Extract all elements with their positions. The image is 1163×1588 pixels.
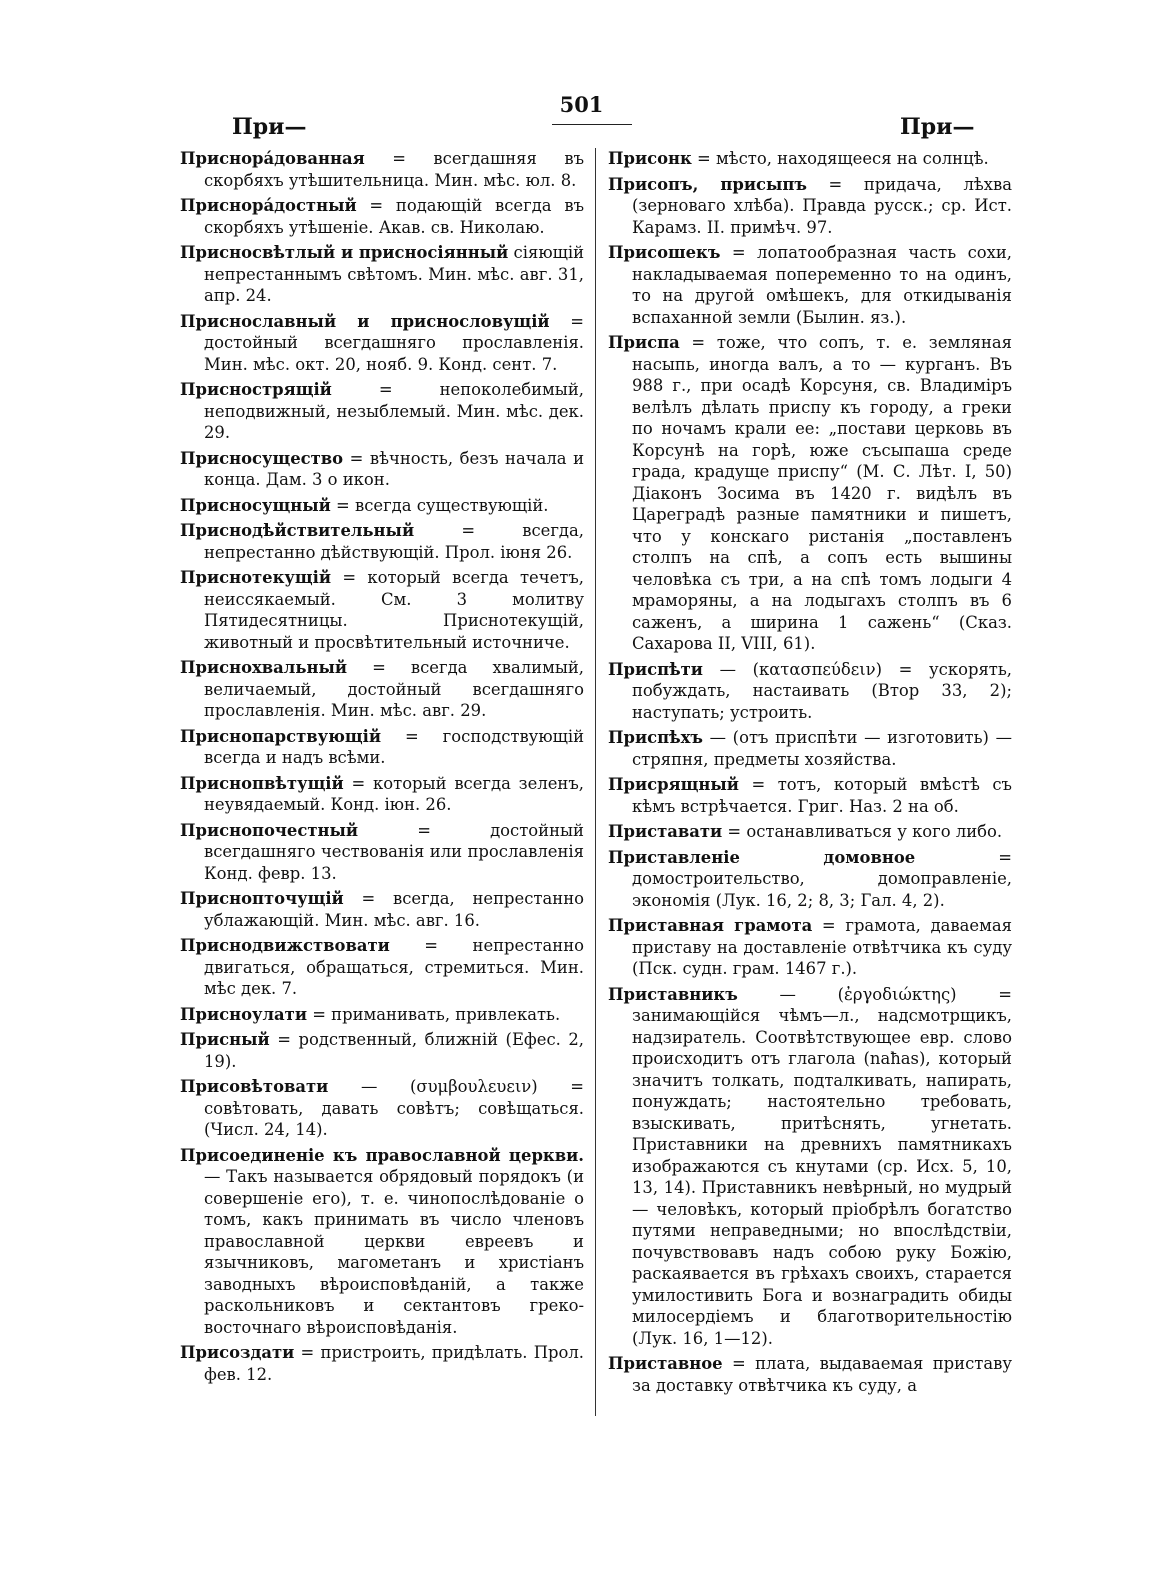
entry-definition: = вѣчность, безъ начала и конца. Дам. 3 о икон. [204, 448, 584, 489]
running-head-left: При— [232, 114, 307, 140]
header-rule [552, 124, 632, 125]
entry-headword: Присно​улати [180, 1004, 307, 1024]
dictionary-entry [180, 1029, 584, 1072]
dictionary-entry [608, 915, 1012, 980]
entry-headword: Присовѣтовати [180, 1077, 329, 1096]
entry-definition: = непоколебимый, неподвижный, незыблемый. Мин. мѣс. дек. 29. [204, 380, 584, 442]
dictionary-entry [180, 1004, 584, 1026]
entry-headword: Приснопочестный [180, 820, 359, 840]
entry-headword: Приставная грамота [608, 916, 813, 935]
dictionary-entry [180, 379, 584, 444]
dictionary-entry [180, 1145, 584, 1339]
entry-definition: = который всегда течетъ, неиссякаемый. См. 3 молитву Пятидесятницы. Приснотекущій, животный и просвѣтительный источниче. [204, 568, 584, 652]
entry-headword: Приснострящій [180, 380, 332, 399]
dictionary-entry [608, 148, 1012, 170]
dictionary-entry [608, 174, 1012, 239]
dictionary-entry [608, 332, 1012, 655]
entry-definition: = господствующій всегда и надъ всѣми. [204, 726, 584, 767]
running-head-right: При— [900, 114, 975, 140]
entry-definition: = всегда хвалимый, величаемый, достойный всегдашняго прославленія. Мин. мѣс. авг. 29. [204, 658, 584, 720]
entry-definition: = достойный всегдашняго прославленія. Мин. мѣс. окт. 20, нояб. 9. Конд. сент. 7. [204, 311, 584, 374]
entry-headword: Присопъ, присыпъ [608, 174, 807, 194]
entry-definition: — Такъ называется обрядовый порядокъ (и совершеніе его), т. е. чинопослѣдованіе о томъ, какъ принимать въ число членовъ православной церкви евреевъ и язычниковъ, магометанъ и христіанъ заводныхъ вѣроисповѣданій, а также раскольниковъ и сектантовъ греко-восточнаго вѣроисповѣданія. [204, 1167, 584, 1337]
entry-definition: = всегда, непрестанно ублажающій. Мин. мѣс. авг. 16. [204, 889, 584, 930]
dictionary-entry [180, 726, 584, 769]
dictionary-entry [608, 242, 1012, 328]
entry-headword: Приснославный и приснословущій [180, 311, 550, 331]
entry-definition: = лопатообразная часть сохи, накладываемая попеременно то на одинъ, то на другой омѣшекъ, для откидыванія вспаханной земли (Былин. яз.). [632, 243, 1012, 327]
dictionary-entry [608, 727, 1012, 770]
right-column [608, 148, 1012, 1400]
entry-headword: Приспѣти [608, 659, 703, 679]
dictionary-entry [180, 311, 584, 376]
entry-definition: = тоже, что сопъ, т. е. земляная насыпь, иногда валъ, а то — курганъ. Въ 988 г., при осадѣ Корсуня, св. Владиміръ велѣлъ дѣлать приспу къ городу, а греки по ночамъ крали ее: „постави церковь въ Корсунѣ на горѣ, юже съсыпаша среде града, крадуще приспу“ (М. С. Лѣт. I, 50) Діаконъ Зосима въ 1420 г. видѣлъ въ Цареградѣ разные памятники и пишетъ, что у конскаго ристанія „поставленъ столпъ на спѣ, а сопъ есть вышины человѣка съ три, а на спѣ томъ лодыги 4 мраморяны, а на лодыгахъ столпъ въ 6 саженъ, а ширина 1 сажень“ (Сказ. Сахарова II, VIII, 61). [632, 333, 1012, 653]
dictionary-entry [608, 1353, 1012, 1396]
dictionary-entry [180, 1076, 584, 1141]
dictionary-entry [180, 888, 584, 931]
entry-definition: = плата, выдаваемая приставу за доставку отвѣтчика къ суду, а [632, 1354, 1012, 1395]
dictionary-entry [180, 495, 584, 517]
dictionary-entry [608, 774, 1012, 817]
entry-definition: = непрестанно двигаться, обращаться, стремиться. Мин. мѣс дек. 7. [204, 936, 584, 998]
dictionary-entry [180, 567, 584, 653]
entry-definition: = мѣсто, находящееся на солнцѣ. [691, 149, 989, 168]
dictionary-entry [180, 195, 584, 238]
entry-headword: Приснопточущій [180, 889, 344, 908]
entry-headword: Присонк [608, 149, 692, 168]
dictionary-entry [180, 773, 584, 816]
dictionary-entry [180, 520, 584, 563]
entry-definition: — (отъ приспѣти — изготовить) — стряпня, предметы хозяйства. [632, 728, 1012, 769]
entry-definition: — (συμβουλευειν) = совѣтовать, давать совѣтъ; совѣщаться. (Числ. 24, 14). [204, 1077, 584, 1139]
dictionary-entry [608, 821, 1012, 843]
entry-definition: = достойный всегдашняго чествованія или прославленія Конд. февр. 13. [204, 820, 584, 883]
entry-headword: Присоединеніе къ православной церкви. [180, 1145, 584, 1165]
entry-definition: = всегда, непрестанно дѣйствующій. Прол. іюня 26. [204, 521, 584, 562]
column-divider [595, 148, 596, 1416]
entry-headword: Приснора́дованная [180, 149, 365, 168]
entry-headword: Приснодѣйствительный [180, 521, 415, 540]
entry-definition: = тотъ, который вмѣстѣ съ кѣмъ встрѣчается. Григ. Наз. 2 на об. [632, 775, 1012, 816]
entry-headword: Приспѣхъ [608, 728, 703, 747]
entry-headword: Приснохвальный [180, 658, 348, 677]
entry-headword: Приснотекущій [180, 568, 332, 587]
entry-headword: Приснопарствующій [180, 726, 382, 746]
entry-definition: = придача, лѣхва (зерноваго хлѣба). Правда русск.; ср. Ист. Карамз. II. примѣч. 97. [632, 174, 1012, 237]
dictionary-entry [608, 984, 1012, 1350]
entry-headword: Приснопвѣтущій [180, 773, 344, 793]
entry-definition: — (κατασπεύδειν) = ускорять, побуждать, настаивать (Втор 33, 2); наступать; устроить. [632, 659, 1012, 722]
entry-definition: сіяющій непрестаннымъ свѣтомъ. Мин. мѣс. авг. 31, апр. 24. [204, 243, 584, 305]
dictionary-entry [180, 820, 584, 885]
dictionary-entry [608, 659, 1012, 724]
entry-headword: Приспа [608, 333, 680, 352]
dictionary-entry [180, 242, 584, 307]
entry-headword: Приснос​ущный [180, 495, 331, 515]
entry-headword: Присошекъ [608, 243, 721, 262]
entry-headword: Приснос​ущество [180, 448, 344, 468]
entry-definition: = грамота, даваемая приставу на доставленіе отвѣтчика къ суду (Пск. судн. грам. 1467 г.). [632, 916, 1012, 978]
entry-definition: = который всегда зеленъ, неувядаемый. Конд. іюн. 26. [204, 773, 584, 814]
entry-headword: Приснодвижствовати [180, 936, 390, 955]
dictionary-entry [180, 935, 584, 1000]
entry-definition: = подающій всегда въ скорбяхъ утѣшеніе. Акав. св. Николаю. [204, 196, 584, 237]
entry-headword: Приснора́достный [180, 196, 357, 215]
dictionary-entry [608, 847, 1012, 912]
entry-headword: Приставникъ [608, 984, 738, 1004]
dictionary-entry [180, 148, 584, 191]
page-number: 501 [559, 92, 604, 117]
entry-headword: Присоздати [180, 1343, 295, 1362]
entry-definition: = останавливаться у кого либо. [722, 822, 1003, 841]
entry-definition: = родственный, ближній (Ефес. 2, 19). [204, 1030, 584, 1071]
entry-definition: = домостроительство, домоправленіе, экономія (Лук. 16, 2; 8, 3; Гал. 4, 2). [632, 847, 1012, 910]
entry-definition: = приманивать, привлекать. [307, 1004, 561, 1024]
dictionary-entry [180, 448, 584, 491]
entry-headword: Приставное [608, 1354, 723, 1373]
left-column [180, 148, 584, 1389]
dictionary-entry [180, 1342, 584, 1385]
entry-headword: Присносвѣтлый и присносіянный [180, 243, 509, 262]
entry-headword: Приставати [608, 822, 723, 841]
entry-headword: Присный [180, 1030, 270, 1049]
entry-headword: Присрящный [608, 775, 739, 794]
entry-definition: = всегдашняя въ скорбяхъ утѣшительница. Мин. мѣс. юл. 8. [204, 149, 584, 190]
dictionary-entry [180, 657, 584, 722]
entry-definition: = пристроить, придѣлать. Прол. фев. 12. [204, 1343, 584, 1384]
entry-headword: Приставленіе домовное [608, 847, 916, 867]
entry-definition: = всегда существующій. [330, 495, 549, 515]
entry-definition: — (ἐργοδιώκτης) = занимающійся чѣмъ—л., надсмотрщикъ, надзиратель. Соотвѣтствующее евр. слово происходитъ отъ глагола (naħas), который значитъ толкать, подталкивать, напирать, понуждать; настоятельно требовать, взыскивать, притѣснять, угнетать. Приставники на древнихъ памятникахъ изображаются съ кнутами (ср. Исх. 5, 10, 13, 14). Приставникъ невѣрный, но мудрый — человѣкъ, который пріобрѣлъ богатство путями неправедными; но впослѣдствіи, почувствовавъ надъ собою руку Божію, раскаявается въ грѣхахъ своихъ, старается умилостивить Бога и вознаградить обиды милосердіемъ и благотворительностію (Лук. 16, 1—12). [632, 984, 1012, 1348]
